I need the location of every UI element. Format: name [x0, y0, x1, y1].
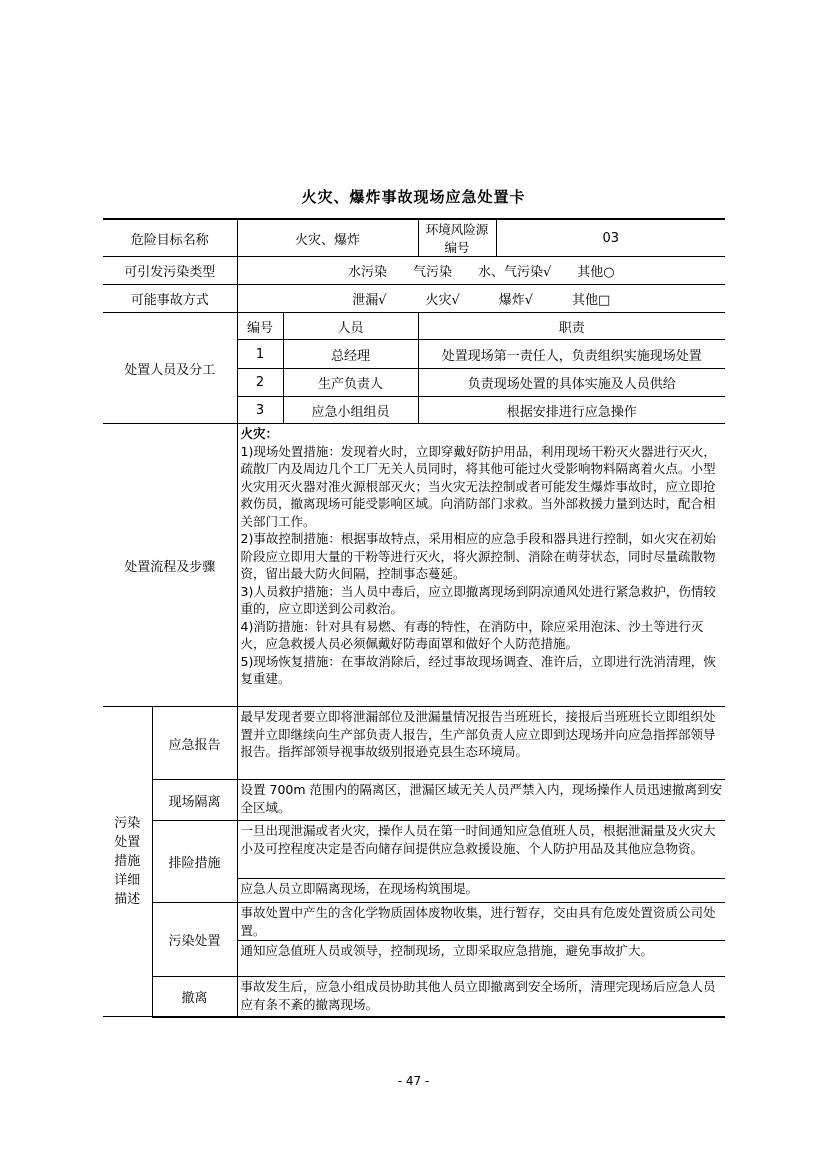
- staff-no: 3: [237, 397, 283, 424]
- staff-duty: 根据安排进行应急操作: [418, 397, 725, 424]
- emergency-card-table: [103, 218, 725, 1018]
- pollution-row-isolation: [103, 780, 725, 821]
- procedure-paragraph: 4)消防措施：针对具有易燃、有毒的特性，在消防中，除应采用泡沫、沙土等进行灭火，应急救援人员必须佩戴好防毒面罩和做好个人防范措施。: [240, 618, 704, 651]
- risk-source-value: 03: [496, 219, 725, 257]
- pollution-item-text: 应急人员立即隔离现场，在现场构筑围堤。: [237, 879, 725, 903]
- pollution-type-value: 水污染 气污染 水、气污染√ 其他○: [237, 257, 725, 285]
- staff-no: 1: [237, 340, 283, 369]
- procedure-heading: 火灾：: [240, 426, 279, 441]
- staff-person: 生产负责人: [283, 369, 418, 397]
- pollution-item-name: 污染处置: [152, 903, 237, 977]
- pollution-label-line: 处置: [114, 835, 141, 850]
- staff-duty: 处置现场第一责任人，负责组织实施现场处置: [418, 340, 725, 369]
- procedure-label: 处置流程及步骤: [103, 424, 237, 707]
- pollution-label-line: 措施: [114, 854, 141, 869]
- pollution-item-text: 事故发生后，应急小组成员协助其他人员立即撤离到安全场所，清理完现场后应急人员应有条不紊的撤离现场。: [237, 977, 725, 1017]
- staff-person: 应急小组组员: [283, 397, 418, 424]
- pollution-row-hazard: [103, 821, 725, 879]
- pollution-row-disposal: [103, 903, 725, 941]
- pollution-item-name: 现场隔离: [152, 780, 237, 821]
- staff-header-duty: 职责: [418, 313, 725, 340]
- procedure-row: [103, 424, 725, 707]
- procedure-content: [237, 424, 725, 707]
- procedure-paragraph: 5)现场恢复措施：在事故消除后，经过事故现场调查、准许后，立即进行洗消清理，恢复重建。: [240, 653, 716, 686]
- pollution-type-label: 可引发污染类型: [103, 257, 237, 285]
- staff-header-no: 编号: [237, 313, 283, 340]
- pollution-row-evacuate: [103, 977, 725, 1017]
- procedure-paragraph: 2)事故控制措施：根据事故特点，采用相应的应急手段和器具进行控制，如火灾在初始阶段应立即用大量的干粉等进行灭火，将火源控制、消除在萌芽状态，同时尽量疏散物资，留出最大防火间隔，控制事态蔓延。: [240, 531, 716, 581]
- procedure-paragraph: 3)人员救护措施：当人员中毒后，应立即撤离现场到阴凉通风处进行紧急救护，伤情较重的，应立即送到公司救治。: [240, 583, 716, 616]
- target-row: [103, 219, 725, 257]
- staff-duty: 负责现场处置的具体实施及人员供给: [418, 369, 725, 397]
- staff-no: 2: [237, 369, 283, 397]
- procedure-paragraph: 1)现场处置措施：发现着火时，立即穿戴好防护用品，利用现场干粉灭火器进行灭火，疏散厂内及周边几个工厂无关人员同时，将其他可能过火受影响物料隔离着火点。小型火灾用灭火器对准火源根部灭火；当火灾无法控制或者可能发生爆炸事故时，应立即抢救伤员，撤离现场可能受影响区域。向消防部门求救。当外部救援力量到达时，配合相关部门工作。: [240, 443, 716, 529]
- pollution-item-name: 应急报告: [152, 707, 237, 780]
- pollution-type-row: [103, 257, 725, 285]
- risk-source-label: 环境风险源编号: [418, 219, 496, 257]
- staff-header-person: 人员: [283, 313, 418, 340]
- pollution-item-name: 排险措施: [152, 821, 237, 903]
- accident-mode-label: 可能事故方式: [103, 285, 237, 313]
- accident-mode-value: 泄漏√ 火灾√ 爆炸√ 其他□: [237, 285, 725, 313]
- pollution-item-text: 设置 700m 范围内的隔离区，泄漏区域无关人员严禁入内，现场操作人员迅速撤离到安全区域。: [237, 780, 725, 821]
- pollution-item-text: 通知应急值班人员或领导，控制现场，立即采取应急措施，避免事故扩大。: [237, 941, 725, 977]
- pollution-row-report: [103, 707, 725, 780]
- staff-person: 总经理: [283, 340, 418, 369]
- staff-header-row: [103, 313, 725, 340]
- pollution-label: [103, 707, 152, 1017]
- staff-label: 处置人员及分工: [103, 313, 237, 424]
- pollution-item-text: 最早发现者要立即将泄漏部位及泄漏量情况报告当班班长，接报后当班班长立即组织处置并立即继续向生产部负责人报告，生产部负责人应立即到达现场并向应急指挥部领导报告。指挥部领导视事故级别报逊克县生态环境局。: [237, 707, 725, 780]
- target-name-label: 危险目标名称: [103, 219, 237, 257]
- pollution-item-text: 一旦出现泄漏或者火灾，操作人员在第一时间通知应急值班人员，根据泄漏量及火灾大小及可控程度决定是否向储存间提供应急救援设施、个人防护用品及其他应急物资。: [237, 821, 725, 879]
- pollution-item-name: 撤离: [152, 977, 237, 1017]
- page-title: 火灾、爆炸事故现场应急处置卡: [301, 188, 526, 206]
- pollution-label-line: 描述: [114, 892, 141, 907]
- pollution-label-line: 详细: [114, 873, 141, 888]
- page-number: - 47 -: [397, 1074, 430, 1088]
- target-name-value: 火灾、爆炸: [237, 219, 418, 257]
- pollution-label-line: 污染: [114, 816, 141, 831]
- pollution-item-text: 事故处置中产生的含化学物质固体废物收集，进行暂存，交由具有危废处置资质公司处置。: [237, 903, 725, 941]
- accident-mode-row: [103, 285, 725, 313]
